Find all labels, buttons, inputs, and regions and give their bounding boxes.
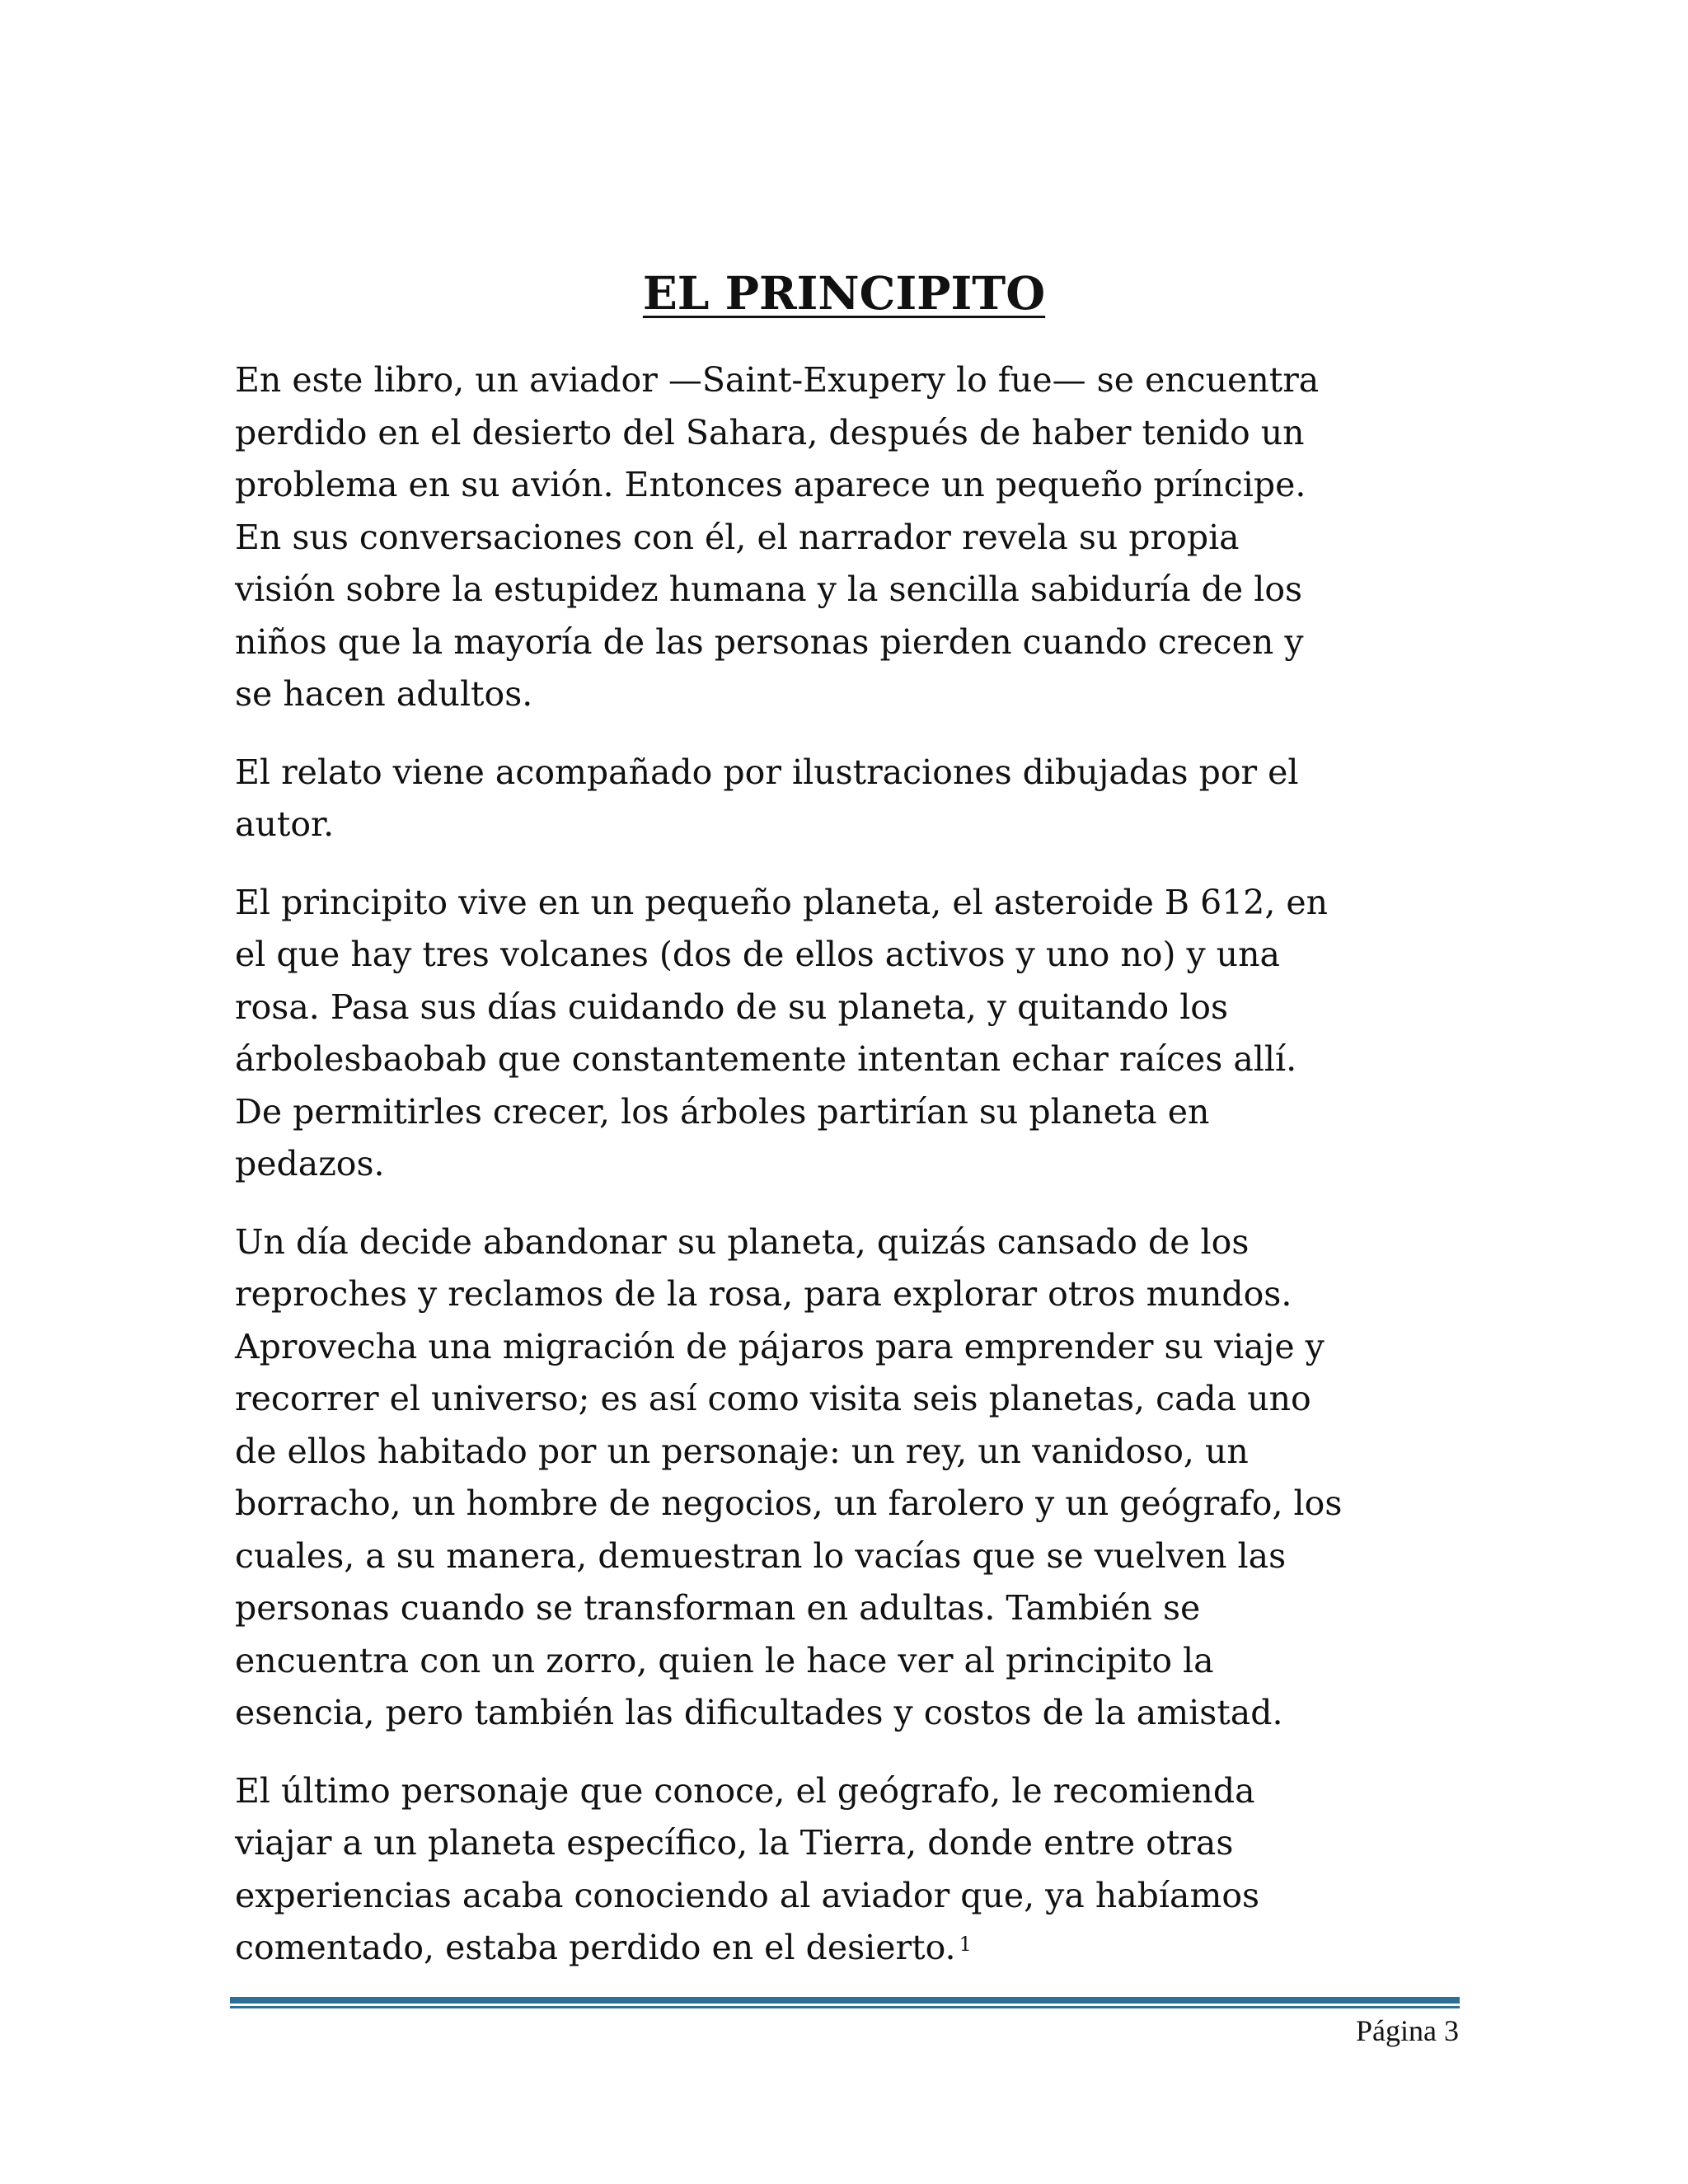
text-line: niños que la mayoría de las personas pierden cuando crecen y <box>235 621 1304 662</box>
text-line: pedazos. <box>235 1144 385 1183</box>
footer-divider-thick <box>230 1997 1460 2004</box>
text-line: autor. <box>235 804 335 844</box>
paragraph-2 <box>235 747 1455 851</box>
text-line: rosa. Pasa sus días cuidando de su planeta, y quitando los <box>235 987 1229 1027</box>
text-line: el que hay tres volcanes (dos de ellos activos y uno no) y una <box>235 935 1280 974</box>
text-line: visión sobre la estupidez humana y la sencilla sabiduría de los <box>235 569 1303 609</box>
text-line: borracho, un hombre de negocios, un farolero y un geógrafo, los <box>235 1483 1343 1523</box>
text-line: En este libro, un aviador —Saint-Exupery lo fue— se encuentra <box>235 360 1320 400</box>
page-title-text: EL PRINCIPITO <box>642 266 1046 320</box>
page-number: Página 3 <box>1356 2014 1459 2047</box>
text-line: viajar a un planeta específico, la Tierra, donde entre otras <box>235 1823 1234 1863</box>
footnote-marker[interactable]: 1 <box>959 1933 972 1956</box>
text-line-with-footnote <box>235 1922 1455 1975</box>
footer-divider <box>230 1997 1460 2008</box>
text-line: De permitirles crecer, los árboles partirían su planeta en <box>235 1091 1210 1132</box>
text-line: de ellos habitado por un personaje: un rey, un vanidoso, un <box>235 1431 1249 1471</box>
text-line: El último personaje que conoce, el geógrafo, le recomienda <box>235 1770 1255 1811</box>
text-line: árbolesbaobab que constantemente intentan echar raíces allí. <box>235 1039 1297 1079</box>
text-line: Aprovecha una migración de pájaros para emprender su viaje y <box>235 1326 1325 1366</box>
text-line: se hacen adultos. <box>235 674 533 714</box>
text-line: En sus conversaciones con él, el narrador revela su propia <box>235 517 1240 557</box>
text-line: experiencias acaba conociendo al aviador que, ya habíamos <box>235 1875 1260 1915</box>
text-line: esencia, pero también las dificultades y costos de la amistad. <box>235 1693 1283 1732</box>
text-line: personas cuando se transforman en adultas. También se <box>235 1588 1201 1628</box>
text-line: problema en su avión. Entonces aparece un pequeño príncipe. <box>235 465 1306 504</box>
text-line: recorrer el universo; es así como visita seis planetas, cada uno <box>235 1379 1311 1418</box>
footer-divider-thin <box>230 2006 1460 2008</box>
text-line: perdido en el desierto del Sahara, después de haber tenido un <box>235 412 1305 452</box>
text-line: reproches y reclamos de la rosa, para explorar otros mundos. <box>235 1274 1292 1314</box>
text-line: El principito vive en un pequeño planeta, el asteroide B 612, en <box>235 882 1329 922</box>
text-line: cuales, a su manera, demuestran lo vacías que se vuelven las <box>235 1535 1287 1576</box>
text-line: El relato viene acompañado por ilustraciones dibujadas por el <box>235 752 1299 792</box>
paragraph-5 <box>235 1765 1455 1975</box>
text-line: encuentra con un zorro, quien le hace ver al principito la <box>235 1640 1214 1680</box>
paragraph-4 <box>235 1216 1455 1740</box>
paragraph-3 <box>235 877 1455 1191</box>
document-body <box>235 354 1455 2000</box>
paragraph-1 <box>235 354 1455 721</box>
text-line: Un día decide abandonar su planeta, quizás cansado de los <box>235 1221 1250 1262</box>
text-line: comentado, estaba perdido en el desierto. <box>235 1928 956 1967</box>
page-title <box>0 262 1688 325</box>
